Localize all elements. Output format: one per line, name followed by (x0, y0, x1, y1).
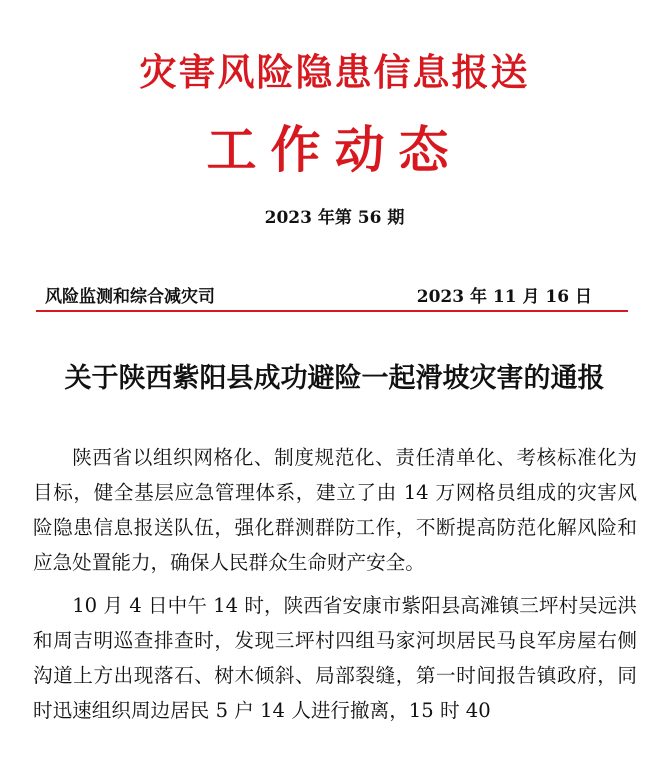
masthead-title: 灾害风险隐患信息报送 (139, 50, 530, 94)
document-body (33, 440, 637, 736)
issue-number: 2023 年第 56 期 (264, 208, 405, 228)
publish-date: 2023 年 11 月 16 日 (416, 287, 592, 307)
document-headline: 关于陕西紫阳县成功避险一起滑坡灾害的通报 (64, 363, 605, 394)
masthead-subtitle: 工作动态 (206, 120, 463, 179)
department-name: 风险监测和综合减灾司 (45, 287, 215, 307)
red-divider (36, 310, 628, 312)
body-paragraph: 10 月 4 日中午 14 时，陕西省安康市紫阳县高滩镇三坪村吴远洪和周吉明巡查排查时，发现三坪村四组马家河坝居民马良军房屋右侧沟道上方出现落石、树木倾斜、局部裂缝，第一时间报告镇政府，同时迅速组织周边居民 5 户 14 人进行撤离，15 时 40 (33, 594, 637, 722)
body-paragraph: 陕西省以组织网格化、制度规范化、责任清单化、考核标准化为目标，健全基层应急管理体系，建立了由 14 万网格员组成的灾害风险隐患信息报送队伍，强化群测群防工作，不断提高防范化解风险和应急处置能力，确保人民群众生命财产安全。 (33, 446, 637, 574)
